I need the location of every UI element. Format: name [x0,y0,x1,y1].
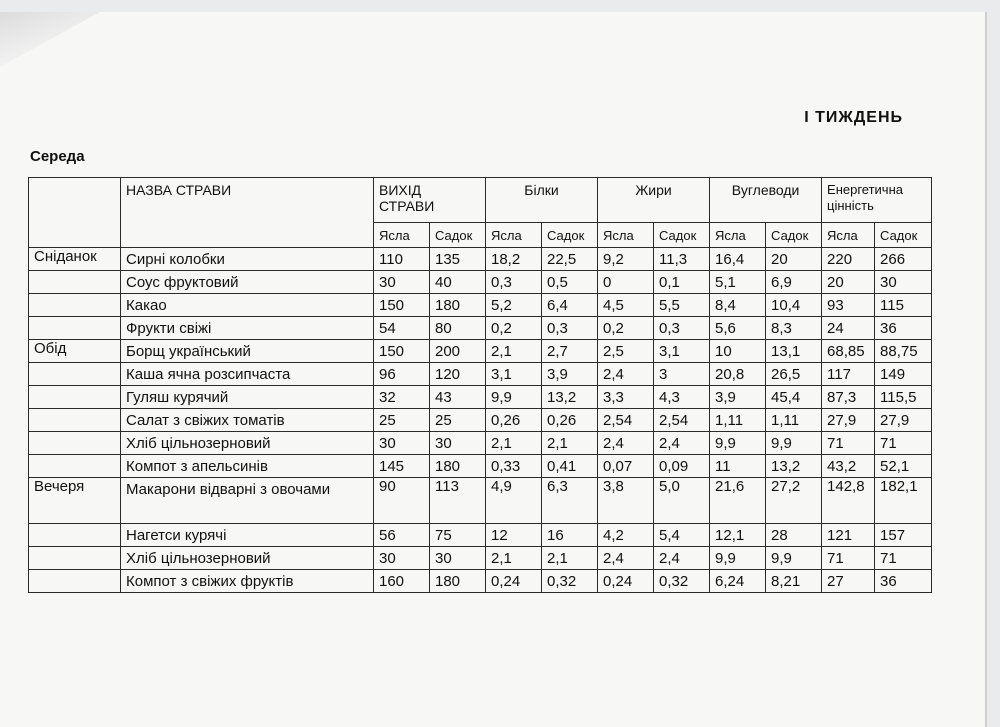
dish-name-cell: Какао [121,294,374,317]
value-cell: 4,9 [486,478,542,524]
value-cell: 160 [374,570,430,593]
value-cell: 117 [822,363,875,386]
value-cell: 13,2 [542,386,598,409]
value-cell: 110 [374,248,430,271]
header-output: ВИХІД СТРАВИ [374,178,486,223]
table-row [29,248,932,271]
value-cell: 9,9 [766,432,822,455]
value-cell: 8,21 [766,570,822,593]
value-cell: 4,2 [598,524,654,547]
value-cell: 2,1 [486,340,542,363]
value-cell: 0,32 [542,570,598,593]
value-cell: 0,2 [598,317,654,340]
value-cell: 121 [822,524,875,547]
dish-name-cell: Гуляш курячий [121,386,374,409]
value-cell: 2,5 [598,340,654,363]
value-cell: 10,4 [766,294,822,317]
value-cell: 30 [875,271,932,294]
table-row [29,409,932,432]
value-cell: 8,3 [766,317,822,340]
value-cell: 2,1 [486,547,542,570]
value-cell: 20,8 [710,363,766,386]
value-cell: 1,11 [766,409,822,432]
value-cell: 9,9 [710,547,766,570]
value-cell: 9,9 [710,432,766,455]
value-cell: 13,1 [766,340,822,363]
table-row [29,363,932,386]
header-fats: Жири [598,178,710,223]
table-row [29,271,932,294]
value-cell: 8,4 [710,294,766,317]
value-cell: 4,5 [598,294,654,317]
value-cell: 3,3 [598,386,654,409]
value-cell: 2,54 [598,409,654,432]
meal-cell [29,432,121,455]
value-cell: 18,2 [486,248,542,271]
value-cell: 5,1 [710,271,766,294]
value-cell: 21,6 [710,478,766,524]
value-cell: 6,4 [542,294,598,317]
header-energy: Енергетична цінність [822,178,932,223]
value-cell: 2,54 [654,409,710,432]
subheader-cell: Садок [542,223,598,248]
table-row [29,478,932,524]
value-cell: 26,5 [766,363,822,386]
value-cell: 28 [766,524,822,547]
value-cell: 3,1 [486,363,542,386]
value-cell: 115,5 [875,386,932,409]
value-cell: 0,24 [598,570,654,593]
table-row [29,317,932,340]
value-cell: 113 [430,478,486,524]
value-cell: 5,5 [654,294,710,317]
value-cell: 3,9 [542,363,598,386]
subheader-cell: Ясла [822,223,875,248]
value-cell: 6,3 [542,478,598,524]
value-cell: 135 [430,248,486,271]
table-row [29,547,932,570]
value-cell: 24 [822,317,875,340]
dish-name-cell: Соус фруктовий [121,271,374,294]
value-cell: 3,1 [654,340,710,363]
table-row [29,524,932,547]
value-cell: 54 [374,317,430,340]
document-page [0,12,985,727]
value-cell: 200 [430,340,486,363]
value-cell: 150 [374,340,430,363]
value-cell: 0,2 [486,317,542,340]
value-cell: 32 [374,386,430,409]
meal-cell [29,294,121,317]
value-cell: 145 [374,455,430,478]
subheader-cell: Садок [766,223,822,248]
value-cell: 27,9 [875,409,932,432]
meal-cell [29,317,121,340]
value-cell: 180 [430,570,486,593]
subheader-cell: Садок [875,223,932,248]
value-cell: 71 [822,432,875,455]
value-cell: 0,1 [654,271,710,294]
value-cell: 266 [875,248,932,271]
value-cell: 0,3 [486,271,542,294]
table-row [29,340,932,363]
value-cell: 43 [430,386,486,409]
value-cell: 5,6 [710,317,766,340]
dish-name-cell: Нагетси курячі [121,524,374,547]
value-cell: 16,4 [710,248,766,271]
value-cell: 12 [486,524,542,547]
meal-cell: Сніданок [29,248,121,271]
value-cell: 9,9 [486,386,542,409]
value-cell: 52,1 [875,455,932,478]
value-cell: 0,3 [542,317,598,340]
value-cell: 0,24 [486,570,542,593]
value-cell: 22,5 [542,248,598,271]
value-cell: 2,7 [542,340,598,363]
dish-name-cell: Сирні колобки [121,248,374,271]
meal-cell [29,409,121,432]
value-cell: 2,4 [598,547,654,570]
dish-name-cell: Хліб цільнозерновий [121,432,374,455]
value-cell: 87,3 [822,386,875,409]
header-meal [29,178,121,248]
value-cell: 1,11 [710,409,766,432]
table-row [29,386,932,409]
value-cell: 71 [875,547,932,570]
subheader-cell: Садок [430,223,486,248]
table-row [29,432,932,455]
value-cell: 3,8 [598,478,654,524]
value-cell: 0,09 [654,455,710,478]
value-cell: 27 [822,570,875,593]
table-row [29,570,932,593]
value-cell: 13,2 [766,455,822,478]
value-cell: 80 [430,317,486,340]
subheader-cell: Ясла [486,223,542,248]
value-cell: 45,4 [766,386,822,409]
value-cell: 93 [822,294,875,317]
meal-cell [29,547,121,570]
value-cell: 0 [598,271,654,294]
value-cell: 56 [374,524,430,547]
meal-cell [29,271,121,294]
value-cell: 90 [374,478,430,524]
value-cell: 27,9 [822,409,875,432]
value-cell: 9,2 [598,248,654,271]
meal-cell [29,524,121,547]
value-cell: 0,41 [542,455,598,478]
value-cell: 5,4 [654,524,710,547]
meal-cell [29,363,121,386]
value-cell: 20 [822,271,875,294]
value-cell: 2,4 [654,547,710,570]
value-cell: 4,3 [654,386,710,409]
value-cell: 157 [875,524,932,547]
value-cell: 2,4 [654,432,710,455]
value-cell: 9,9 [766,547,822,570]
dish-name-cell: Салат з свіжих томатів [121,409,374,432]
value-cell: 5,0 [654,478,710,524]
value-cell: 5,2 [486,294,542,317]
dish-name-cell: Компот з апельсинів [121,455,374,478]
menu-table-body [29,248,932,593]
value-cell: 11,3 [654,248,710,271]
dish-name-cell: Фрукти свіжі [121,317,374,340]
value-cell: 120 [430,363,486,386]
value-cell: 25 [430,409,486,432]
menu-table [28,177,932,593]
value-cell: 2,4 [598,432,654,455]
meal-cell [29,455,121,478]
meal-cell [29,386,121,409]
value-cell: 12,1 [710,524,766,547]
value-cell: 180 [430,455,486,478]
value-cell: 20 [766,248,822,271]
value-cell: 6,24 [710,570,766,593]
value-cell: 30 [430,432,486,455]
value-cell: 36 [875,570,932,593]
subheader-cell: Садок [654,223,710,248]
value-cell: 0,3 [654,317,710,340]
header-carbs: Вуглеводи [710,178,822,223]
value-cell: 88,75 [875,340,932,363]
value-cell: 40 [430,271,486,294]
value-cell: 36 [875,317,932,340]
value-cell: 3 [654,363,710,386]
value-cell: 6,9 [766,271,822,294]
dish-name-cell: Компот з свіжих фруктів [121,570,374,593]
value-cell: 180 [430,294,486,317]
value-cell: 220 [822,248,875,271]
table-row [29,455,932,478]
dish-name-cell: Борщ український [121,340,374,363]
day-label: Середа [30,148,85,165]
meal-cell [29,570,121,593]
value-cell: 30 [430,547,486,570]
value-cell: 10 [710,340,766,363]
page-corner-fold [0,12,100,67]
dish-name-cell: Каша ячна розсипчаста [121,363,374,386]
value-cell: 96 [374,363,430,386]
value-cell: 0,33 [486,455,542,478]
value-cell: 68,85 [822,340,875,363]
meal-cell: Обід [29,340,121,363]
value-cell: 2,1 [542,432,598,455]
value-cell: 2,1 [542,547,598,570]
value-cell: 0,32 [654,570,710,593]
value-cell: 2,1 [486,432,542,455]
value-cell: 0,26 [542,409,598,432]
week-title: I ТИЖДЕНЬ [804,109,903,126]
header-row [29,178,932,223]
value-cell: 11 [710,455,766,478]
dish-name-cell: Макарони відварні з овочами [121,478,374,524]
value-cell: 0,07 [598,455,654,478]
value-cell: 2,4 [598,363,654,386]
subheader-cell: Ясла [598,223,654,248]
value-cell: 0,26 [486,409,542,432]
value-cell: 0,5 [542,271,598,294]
value-cell: 43,2 [822,455,875,478]
value-cell: 30 [374,432,430,455]
value-cell: 71 [875,432,932,455]
meal-cell: Вечеря [29,478,121,524]
value-cell: 182,1 [875,478,932,524]
value-cell: 16 [542,524,598,547]
value-cell: 142,8 [822,478,875,524]
value-cell: 115 [875,294,932,317]
value-cell: 3,9 [710,386,766,409]
value-cell: 30 [374,271,430,294]
dish-name-cell: Хліб цільнозерновий [121,547,374,570]
table-row [29,294,932,317]
subheader-cell: Ясла [710,223,766,248]
value-cell: 75 [430,524,486,547]
value-cell: 27,2 [766,478,822,524]
header-proteins: Білки [486,178,598,223]
value-cell: 30 [374,547,430,570]
subheader-cell: Ясла [374,223,430,248]
header-dish-name: НАЗВА СТРАВИ [121,178,374,248]
value-cell: 71 [822,547,875,570]
value-cell: 25 [374,409,430,432]
value-cell: 150 [374,294,430,317]
value-cell: 149 [875,363,932,386]
